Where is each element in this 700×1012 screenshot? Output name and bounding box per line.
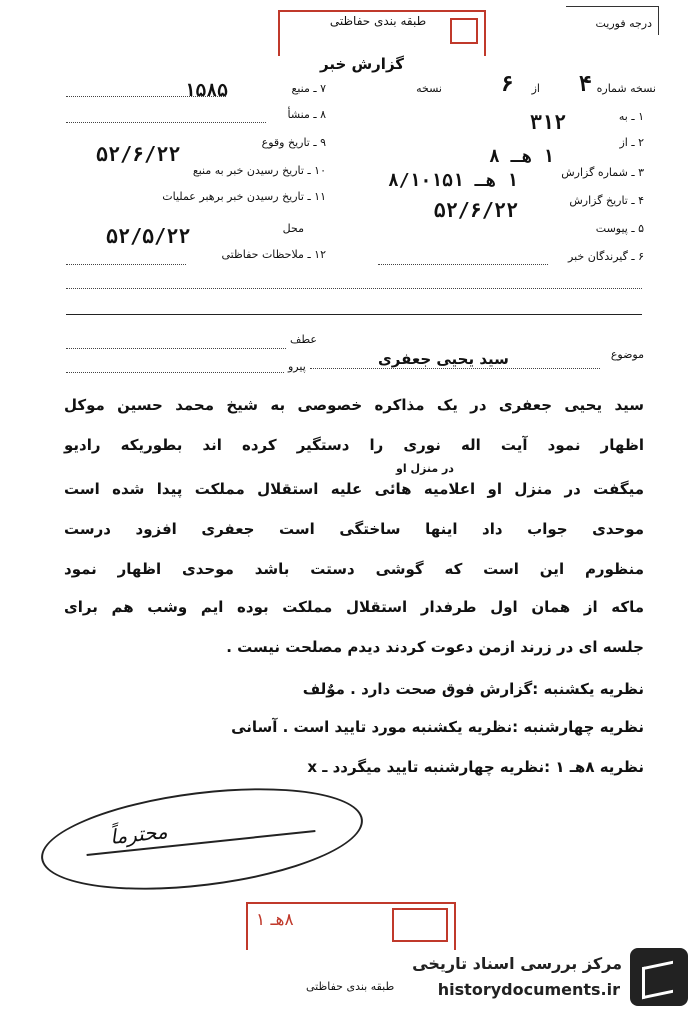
field-label-to: ۱ ـ به	[618, 110, 644, 123]
opinion-line-1: نظریه یکشنبه :گزارش فوق صحت دارد . موٌلف	[302, 680, 644, 698]
field-line-security-notes	[66, 264, 186, 265]
field-label-recipients: ۶ ـ گیرندگان خبر	[568, 250, 644, 263]
field-label-occurrence-date: ۹ ـ تاریخ وقوع	[261, 136, 326, 149]
copy-unit-label: نسخه	[416, 82, 442, 95]
copy-number-value: ۴	[578, 72, 592, 97]
field-line-source	[66, 96, 226, 97]
footer-center-url[interactable]: historydocuments.ir	[437, 980, 620, 999]
field-value-from: ۱ هـ ۸	[488, 146, 554, 167]
body-line-6: ماکه از همان اول طرفدار استقلال مملکت بوده ایم وشب هم برای	[64, 598, 644, 616]
field-value-occurrence-date: ۵۲/۶/۲۲	[96, 142, 181, 166]
field-label-place: محل	[282, 222, 304, 235]
subject-line	[310, 368, 600, 369]
copy-number-label: نسخه شماره	[596, 82, 656, 95]
body-line-1: سید یحیی جعفری در یک مذاکره خصوصی به شیخ محمد حسین موکل	[64, 396, 644, 414]
stamp-bottom	[246, 902, 456, 950]
separator-dotted	[66, 288, 642, 289]
classification-bottom: طبقه بندی حفاظتی	[306, 980, 395, 993]
copy-total-value: ۶	[500, 72, 514, 97]
body-insert: در منزل او	[396, 462, 454, 475]
book-icon	[642, 961, 673, 1000]
signature-text: محترماً	[108, 819, 169, 849]
field-label-arrival-leader: ۱۱ ـ تاریخ رسیدن خبر برهبر عملیات	[162, 190, 326, 203]
copy-of-label: از	[531, 82, 540, 95]
field-line-origin	[66, 122, 266, 123]
body-line-3: میگفت در منزل او اعلامیه هائی علیه استقلال مملکت پیدا شده است	[64, 480, 644, 498]
field-label-report-date: ۴ ـ تاریخ گزارش	[569, 194, 644, 207]
field-label-arrival-source: ۱۰ ـ تاریخ رسیدن خبر به منبع	[192, 164, 326, 177]
body-line-5: منظورم این است که گوشی دستت باشد موحدی اظهار نمود	[64, 560, 644, 578]
field-value-place: ۵۲/۵/۲۲	[106, 224, 191, 248]
opinion-line-3: نظریه ۸هـ ۱ :نظریه چهارشنبه تایید میگردد ـ x	[307, 758, 644, 776]
peyro-line	[66, 372, 284, 373]
peyro-label: پیرو	[288, 360, 306, 373]
subject-label: موضوع	[610, 348, 644, 361]
stamp-bottom-box	[392, 908, 448, 942]
field-value-source: ۱۵۸۵	[184, 80, 228, 101]
footer-logo	[630, 948, 688, 1006]
opinion-line-2: نظریه چهارشنبه :نظریه یکشنبه مورد تایید است . آسانی	[231, 718, 644, 736]
priority-box	[566, 6, 659, 35]
footer-center-name: مرکز بررسی اسناد تاریخی	[412, 954, 622, 973]
atf-label: عطف	[290, 333, 317, 346]
atf-line	[66, 348, 286, 349]
subject-value: سید یحیی جعفری	[378, 350, 509, 368]
separator-solid	[66, 314, 642, 315]
field-value-report-number: ۱ هـ ۸/۱۰۱۵۱	[387, 170, 518, 191]
stamp-bottom-text: ۸هـ ۱	[256, 910, 294, 930]
signature-oval	[35, 773, 368, 906]
classification-top: طبقه بندی حفاظتی	[329, 14, 427, 28]
field-label-origin: ۸ ـ منشأ	[287, 108, 326, 121]
body-line-4: موحدی جواب داد اینها ساختگی است جعفری افزود درست	[64, 520, 644, 538]
body-line-7: جلسه ای در زرند ازمن دعوت کردند دیدم مصلحت نیست .	[226, 638, 644, 656]
field-value-report-date: ۵۲/۶/۲۲	[433, 198, 518, 222]
priority-label: درجه فوریت	[595, 17, 652, 30]
field-label-report-number: ۳ ـ شماره گزارش	[561, 166, 644, 179]
field-label-security-notes: ۱۲ ـ ملاحظات حفاظتی	[221, 248, 326, 261]
field-value-to: ۳۱۲	[529, 110, 566, 134]
stamp-top	[278, 10, 486, 56]
field-label-from: ۲ ـ از	[619, 136, 644, 149]
body-line-2: اظهار نمود آیت اله نوری را دستگیر کرده اند بطوریکه رادیو	[64, 436, 644, 454]
field-label-source: ۷ ـ منبع	[291, 82, 326, 95]
field-line-recipients	[378, 264, 548, 265]
report-title: گزارش خبر	[319, 55, 405, 73]
stamp-top-mark	[450, 18, 478, 44]
field-label-attachment: ۵ ـ پیوست	[595, 222, 644, 235]
